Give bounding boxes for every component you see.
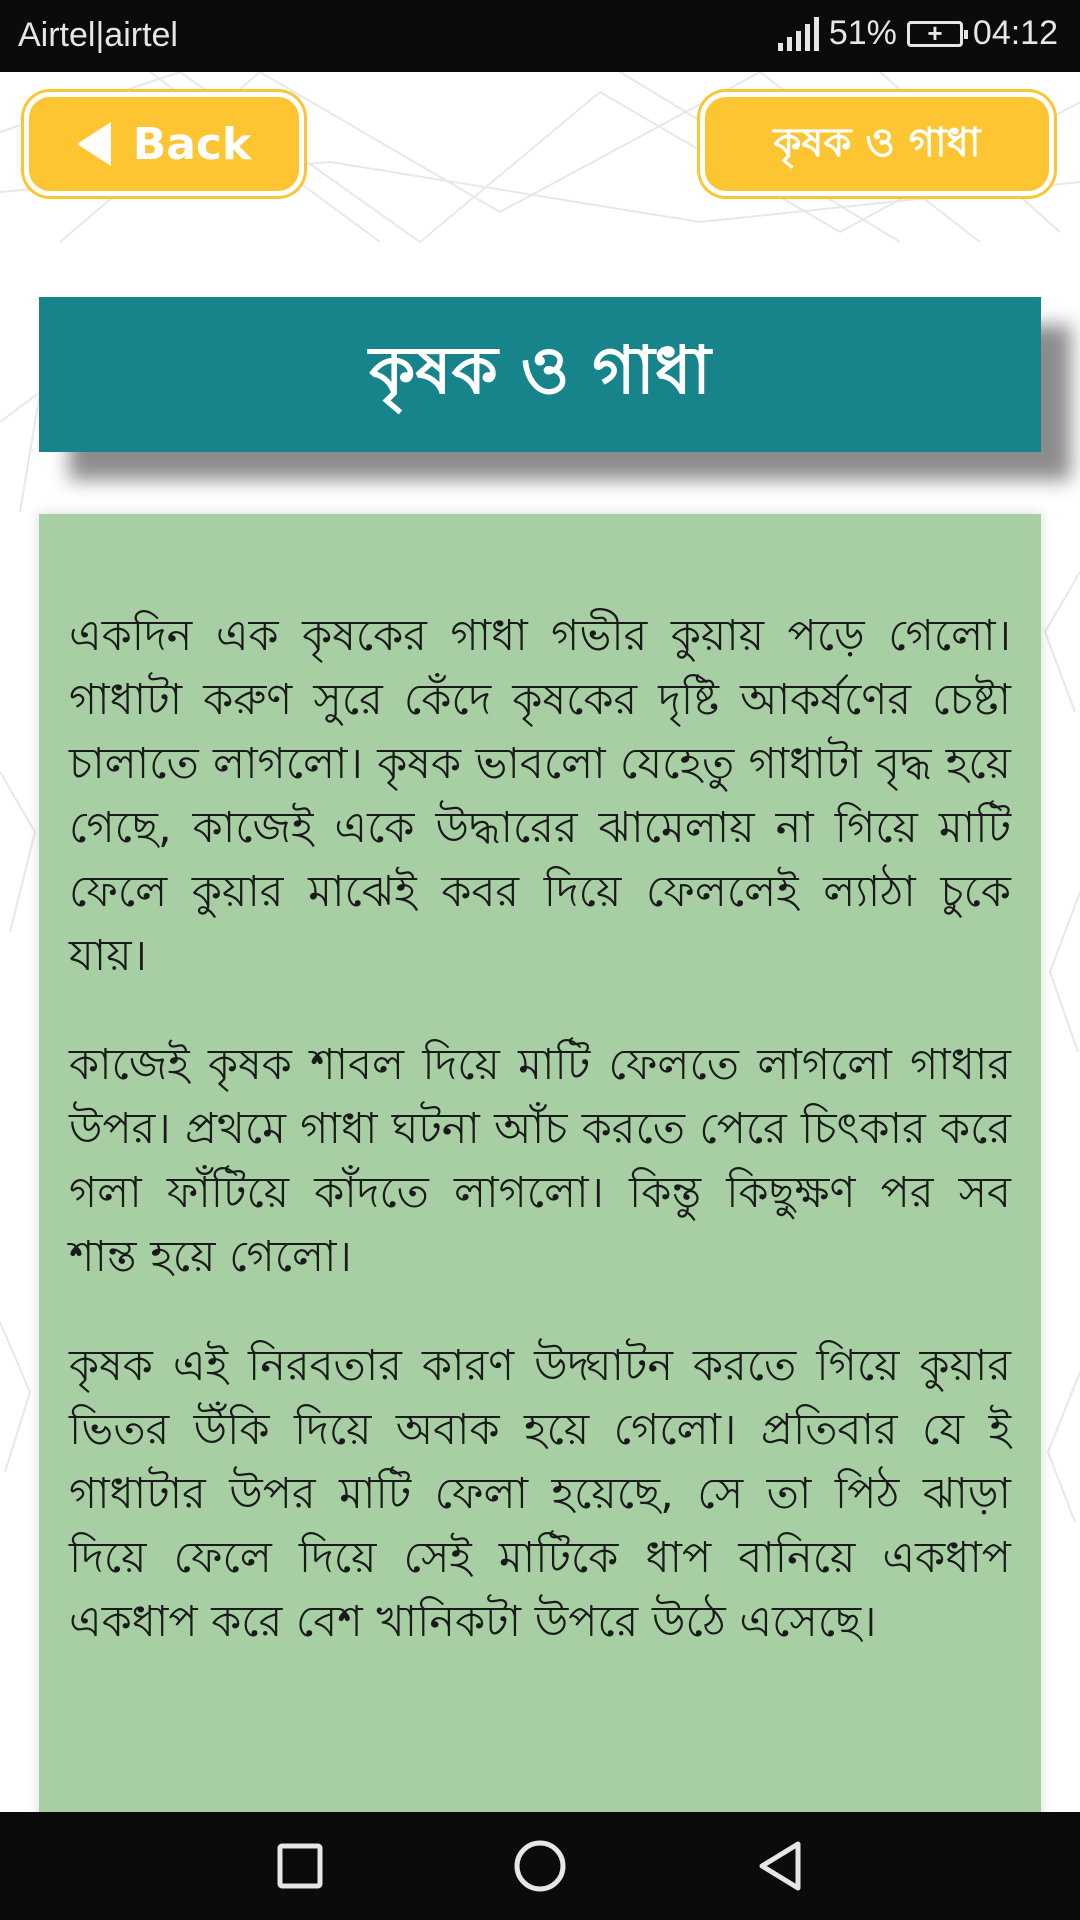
signal-icon [778, 17, 819, 51]
battery-charging-icon: + [907, 21, 963, 47]
system-back-button[interactable] [720, 1812, 840, 1920]
story-title-button[interactable] [700, 92, 1054, 196]
story-title: কৃষক ও গাধা [369, 331, 711, 409]
story-card[interactable] [39, 514, 1041, 1812]
clock: 04:12 [972, 14, 1058, 52]
square-icon [276, 1842, 324, 1890]
battery-percent: 51% [828, 14, 897, 52]
back-button-label: Back [132, 118, 252, 170]
story-title-banner [39, 297, 1041, 452]
story-title-button-label: কৃষক ও গাধা [773, 119, 981, 166]
story-paragraph-2: কাজেই কৃষক শাবল দিয়ে মাটি ফেলতে লাগলো গাধার উপর। প্রথমে গাধা ঘটনা আঁচ করতে পেরে চিৎকার করে গলা ফাঁটিয়ে কাঁদতে লাগলো। কিন্তু কিছুক্ষণ পর সব শান্ত হয়ে গেলো। [69, 1040, 1011, 1282]
back-button[interactable] [24, 92, 304, 196]
home-button[interactable] [480, 1812, 600, 1920]
navigation-bar [0, 1812, 1080, 1920]
triangle-back-icon [754, 1840, 806, 1892]
circle-icon [512, 1838, 568, 1894]
back-arrow-icon [77, 122, 111, 166]
story-paragraph-3: কৃষক এই নিরবতার কারণ উদ্ঘাটন করতে গিয়ে কুয়ার ভিতর উঁকি দিয়ে অবাক হয়ে গেলো। প্রতিবার যে ই গাধাটার উপর মাটি ফেলা হয়েছে, সে তা পিঠ ঝাড়া দিয়ে ফেলে দিয়ে সেই মাটিকে ধাপ বানিয়ে একধাপ একধাপ করে বেশ খানিকটা উপরে উঠে এসেছে। [69, 1341, 1011, 1647]
status-bar [0, 0, 1080, 72]
status-icons [778, 14, 1058, 53]
content-area [0, 72, 1080, 1812]
story-paragraph-1: একদিন এক কৃষকের গাধা গভীর কুয়ায় পড়ে গেলো। গাধাটা করুণ সুরে কেঁদে কৃষকের দৃষ্টি আকর্ষণের চেষ্টা চালাতে লাগলো। কৃষক ভাবলো যেহেতু গাধাটা বৃদ্ধ হয়ে গেছে, কাজেই একে উদ্ধারের ঝামেলায় না গিয়ে মাটি ফেলে কুয়ার মাঝেই কবর দিয়ে ফেললেই ল্যাঠা চুকে যায়। [69, 611, 1011, 981]
recents-button[interactable] [240, 1812, 360, 1920]
carrier-name: Airtel|airtel [18, 16, 178, 54]
